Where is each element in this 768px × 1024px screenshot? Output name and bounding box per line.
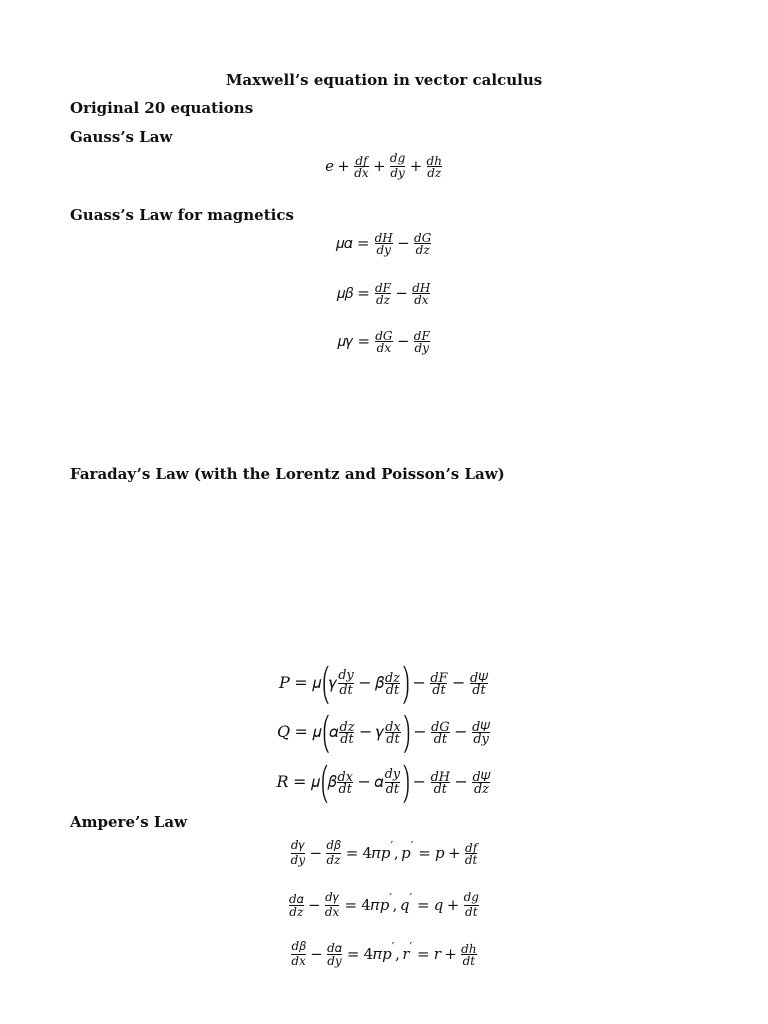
section-heading-gauss: Gauss’s Law	[70, 128, 173, 146]
equation-gauss: 𝑒 + d f 𝑑 x + d g 𝑑 y + d h 𝑑 z	[325, 151, 442, 180]
equation-faraday-P: 𝑃 = μ ( γ d y 𝑑 t − β d z 𝑑 t ) − d F 𝑑 t − d Ψ 𝑑 t	[279, 664, 488, 699]
equation-ampere-2: 𝑑 α 𝑑 z − d γ 𝑑 x = 4 π p ′ , q ′ = q + d g 𝑑 t	[289, 890, 479, 919]
equation-faraday-R: 𝑅 = μ ( β d x 𝑑 t − α d y 𝑑 t ) − d H 𝑑 t − d Ψ 𝑑 z	[276, 763, 491, 798]
document-title: Maxwell’s equation in vector calculus	[225, 71, 543, 89]
document-subtitle: Original 20 equations	[70, 99, 254, 117]
section-heading-ampere: Ampere’s Law	[70, 813, 188, 831]
equation-mag-beta: 𝜇 β = d F 𝑑 z − d H 𝑑 x	[336, 281, 431, 307]
section-heading-gauss-magnetics: Guass’s Law for magnetics	[70, 206, 294, 224]
equation-faraday-Q: 𝑄 = μ ( α d z 𝑑 t − γ d x 𝑑 t ) − d G 𝑑 t − d Ψ 𝑑 y	[276, 713, 491, 748]
equation-ampere-1: 𝑑 γ 𝑑 y − d β 𝑑 z = 4 π p ′ , p ′ = p + d f 𝑑 t	[290, 838, 478, 867]
equation-mag-alpha: 𝜇 α = d H 𝑑 y − d G 𝑑 z	[335, 231, 432, 257]
equation-mag-gamma: 𝜇 γ = d G 𝑑 x − d F 𝑑 y	[337, 329, 430, 355]
section-heading-faraday: Faraday’s Law (with the Lorentz and Poisson’s Law)	[70, 465, 505, 483]
equation-ampere-3: 𝑑 β 𝑑 x − d α 𝑑 y = 4 π p ′ , r ′ = r + d h 𝑑 t	[291, 939, 477, 968]
